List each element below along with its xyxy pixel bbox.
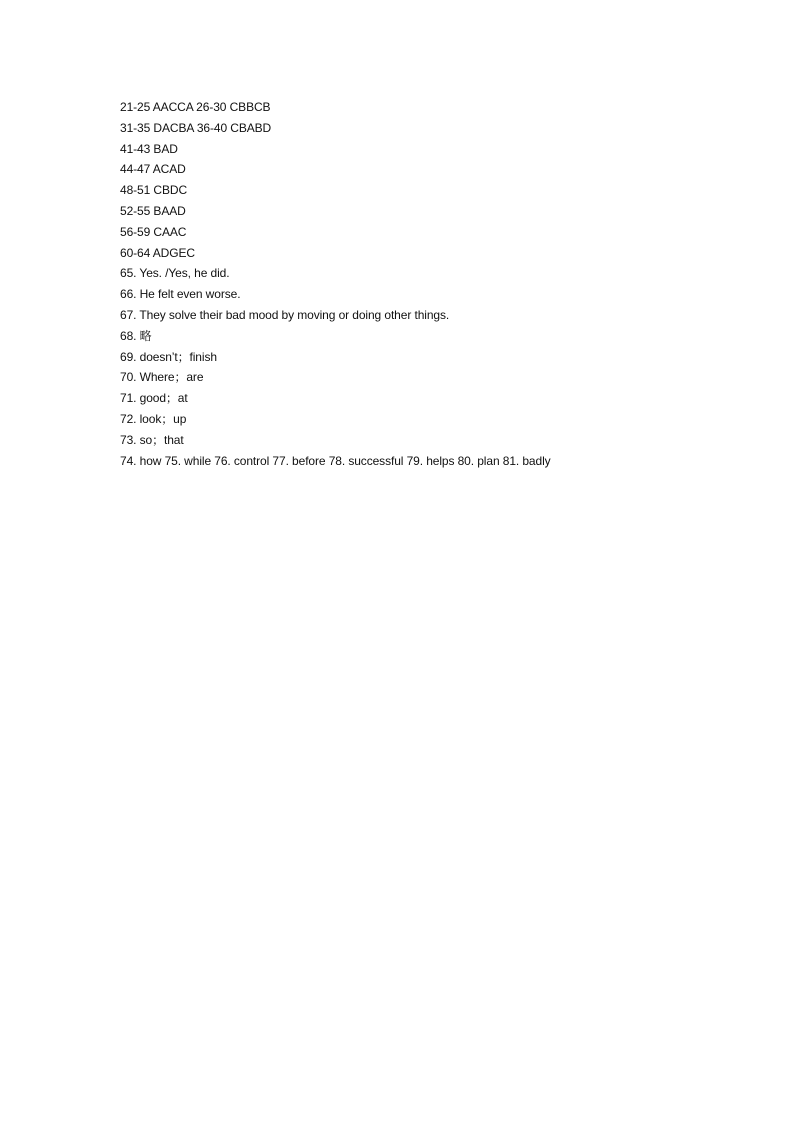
answer-line-60-64: 60-64 ADGEC [120,245,195,260]
answer-line-68: 68. 略 [120,328,152,343]
answer-line-70: 70. Where；are [120,370,204,385]
answer-line-41-43: 41-43 BAD [120,141,178,156]
answer-line-73: 73. so；that [120,432,184,447]
answer-line-74-81: 74. how 75. while 76. control 77. before 78. successful 79. helps 80. plan 81. badly [120,453,551,468]
answer-key-list [120,97,551,471]
answer-line-72: 72. look；up [120,411,187,426]
answer-line-52-55: 52-55 BAAD [120,203,186,218]
answer-line-31-40: 31-35 DACBA 36-40 CBABD [120,120,272,135]
answer-line-21-30: 21-25 AACCA 26-30 CBBCB [120,100,271,114]
answer-line-66: 66. He felt even worse. [120,287,241,302]
answer-line-56-59: 56-59 CAAC [120,224,187,239]
answer-line-48-51: 48-51 CBDC [120,183,188,198]
answer-line-69: 69. doesn’t；finish [120,349,217,364]
answer-line-44-47: 44-47 ACAD [120,162,186,177]
answer-line-65: 65. Yes. /Yes, he did. [120,266,230,281]
answer-line-67: 67. They solve their bad mood by moving or doing other things. [120,307,450,322]
answer-line-71: 71. good；at [120,391,188,406]
